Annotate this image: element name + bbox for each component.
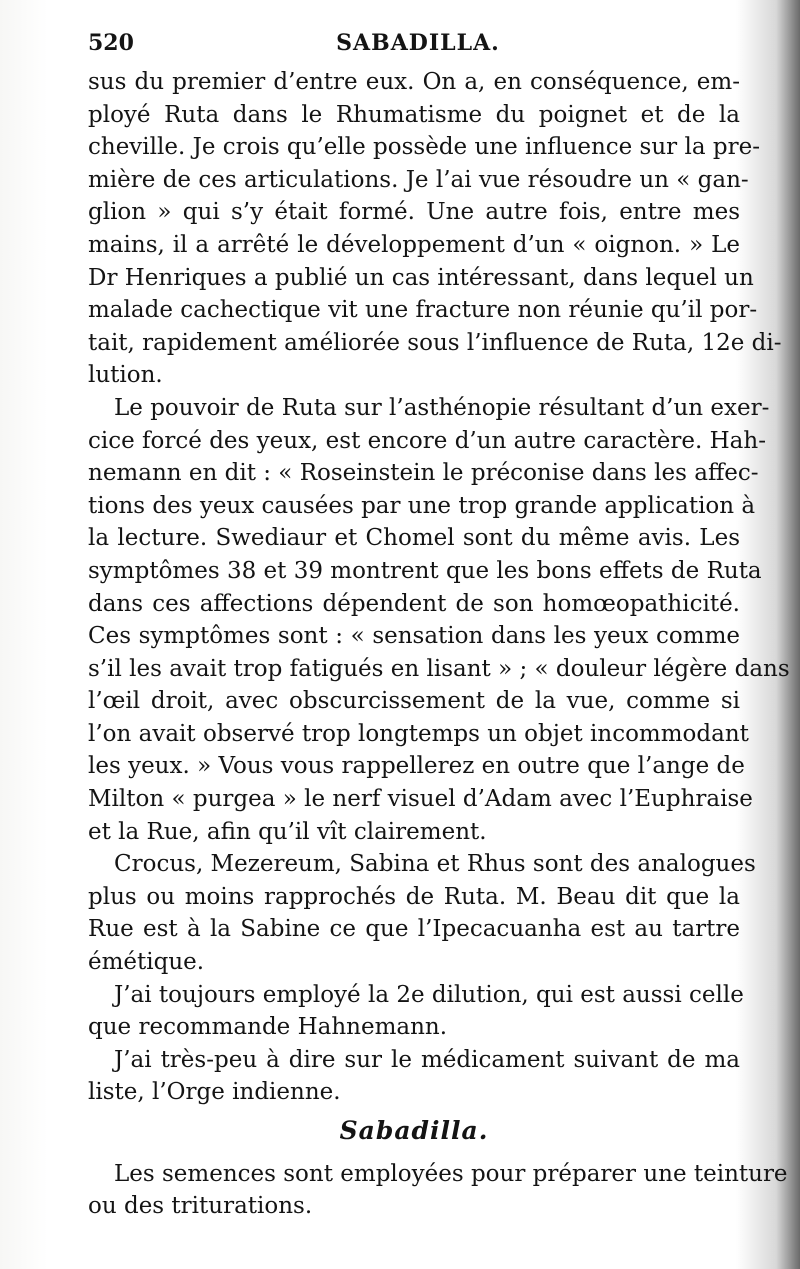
text-line: Milton « purgea » le nerf visuel d’Adam avec l’Euphraise	[88, 786, 753, 813]
text-line: Rue est à la Sabine ce que l’Ipecacuanha est au tartre	[88, 916, 740, 943]
text-line: l’on avait observé trop longtemps un objet incommodant	[88, 720, 749, 747]
text-line: nemann en dit : « Roseinstein le préconise dans les affec-	[88, 460, 759, 487]
text-line: émétique.	[88, 949, 205, 976]
section-heading: Sabadilla.	[339, 1116, 489, 1145]
text-line: sus du premier d’entre eux. On a, en conséquence, em-	[88, 69, 740, 95]
text-line: liste, l’Orge indienne.	[88, 1079, 341, 1106]
text-line: Crocus, Mezereum, Sabina et Rhus sont des analogues	[114, 851, 756, 878]
page-header	[88, 30, 748, 60]
text-line: J’ai très-peu à dire sur le médicament suivant de ma	[114, 1046, 740, 1073]
text-line: lution.	[88, 362, 163, 389]
text-line: s’il les avait trop fatigués en lisant » ; « douleur légère dans	[88, 655, 790, 682]
text-line: malade cachectique vit une fracture non réunie qu’il por-	[88, 297, 758, 324]
text-line: l’œil droit, avec obscurcissement de la vue, comme si	[88, 688, 740, 715]
page-number: 520	[88, 30, 134, 56]
text-line: les yeux. » Vous vous rappellerez en outre que l’ange de	[88, 753, 745, 780]
text-line: ployé Ruta dans le Rhumatisme du poignet et de la	[88, 101, 740, 128]
text-line: et la Rue, afin qu’il vît clairement.	[88, 818, 487, 845]
text-line: Ces symptômes sont : « sensation dans les yeux comme	[88, 623, 740, 650]
text-line: mains, il a arrêté le développement d’un « oignon. » Le	[88, 231, 740, 258]
text-line: J’ai toujours employé la 2e dilution, qui est aussi celle	[114, 981, 744, 1008]
body-text	[88, 66, 790, 1223]
text-line: tait, rapidement améliorée sous l’influence de Ruta, 12e di-	[88, 329, 782, 356]
text-line: Les semences sont employées pour préparer une teinture	[114, 1160, 788, 1187]
text-line: la lecture. Swediaur et Chomel sont du même avis. Les	[88, 525, 740, 552]
text-line: dans ces affections dépendent de son homœopathicité.	[88, 590, 740, 617]
paragraphs-before-heading	[88, 66, 790, 1109]
text-line: symptômes 38 et 39 montrent que les bons effets de Ruta	[88, 557, 762, 584]
text-line: que recommande Hahnemann.	[88, 1014, 448, 1041]
text-line: tions des yeux causées par une trop grande application à	[88, 492, 756, 519]
text-line: Le pouvoir de Ruta sur l’asthénopie résultant d’un exer-	[114, 394, 770, 421]
text-line: plus ou moins rapprochés de Ruta. M. Beau dit que la	[88, 883, 740, 910]
paragraphs-after-heading	[88, 1158, 788, 1223]
text-line: Dr Henriques a publié un cas intéressant, dans lequel un	[88, 264, 754, 291]
text-line: cice forcé des yeux, est encore d’un autre caractère. Hah-	[88, 427, 766, 454]
text-line: glion » qui s’y était formé. Une autre fois, entre mes	[88, 199, 740, 226]
running-title: SABADILLA.	[336, 30, 500, 56]
text-line: cheville. Je crois qu’elle possède une influence sur la pre-	[88, 134, 760, 161]
text-line: mière de ces articulations. Je l’ai vue résoudre un « gan-	[88, 166, 749, 193]
text-line: ou des triturations.	[88, 1193, 313, 1220]
